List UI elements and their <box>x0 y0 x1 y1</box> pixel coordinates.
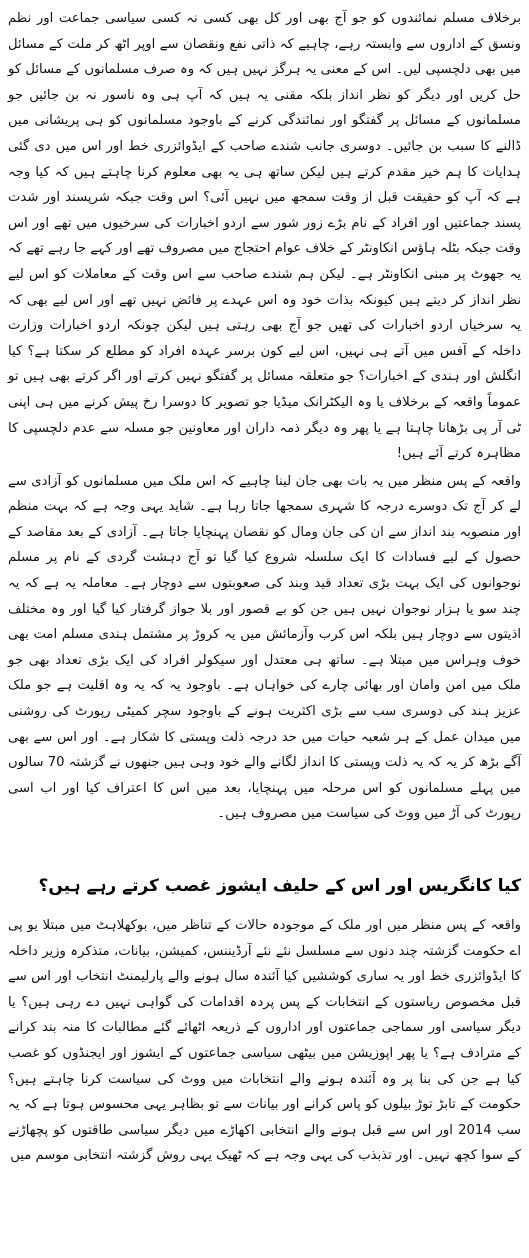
section-paragraph-1: واقعہ کے پس منظر میں اور ملک کے موجودہ حالات کے تناظر میں، بوکھلاہٹ میں مبتلا یو پی اے حکومت گزشتہ چند دنوں سے مسلسل نئے نئے آرڈیننس، کمیشن، بیانات، متذکرہ وزیر داخلہ کا ایڈوائزری خط اور یہ ساری کوششیں کیا آئندہ سال ہونے والے پارلیمنٹ انتخاب اور اس سے قبل مخصوص ریاستوں کے انتخابات کے پس پردہ اقدامات کی گواہی نہیں دے رہی ہیں؟ یا دیگر سیاسی اور سماجی جماعتوں اور اداروں کے ذریعہ اٹھائے گئے مطالبات کا منہ بند کرانے کے مترادف ہے؟ یا پھر اپوزیشن میں بیٹھی سیاسی جماعتوں کے ایشوز اور ایجنڈوں کو غصب کیا ہے جن کی بنا پر وہ آئندہ ہونے والے انتخابات میں ووٹ کی سیاست کرنا چاہتے ہیں؟ حکومت کے تابڑ توڑ بیلوں کو پاس کرانے اور بیانات سے تو بظاہر یہی محسوس ہوتا ہے کہ یہ سب 2014 اور اس سے قبل ہونے والے انتخابی اکھاڑے میں دیگر سیاسی طاقتوں کو پچھاڑنے کے سوا کچھ نہیں۔ اور تذبذب کی یہی وجہ ہے کہ ٹھیک یہی روش گزشتہ انتخابی موسم میں <box>8 918 521 1164</box>
article-paragraph-2: واقعہ کے پس منظر میں یہ بات بھی جان لینا چاہیے کہ اس ملک میں مسلمانوں کو آزادی سے لے کر آج تک دوسرے درجہ کا شہری سمجھا جاتا رہا ہے۔ شاید یہی وجہ ہے کہ بہت منظم اور منصوبہ بند انداز سے ان کی جان ومال کو نقصان پہنچایا جاتا ہے۔ آزادی کے بعد مقاصد کے حصول کے لیے فسادات کا ایک سلسلہ شروع کیا گیا تو آج دہشت گردی کے نام پر مسلم نوجوانوں کی ایک بہت بڑی تعداد قید وبند کی صعوبتوں سے دوچار ہے۔ معاملہ یہ ہے کہ یہ چند سو یا ہزار نوجوان نہیں ہیں جن کو بے قصور اور بلا جواز گرفتار کیا گیا اور وہ مختلف اذیتوں سے دوچار ہیں بلکہ اس کرب وآزمائش میں یہ کروڑ پر مشتمل ہندی مسلم امت بھی خوف وہراس میں مبتلا ہے۔ ساتھ ہی معتدل اور سیکولر افراد کی ایک بڑی تعداد بھی جو ملک میں امن وامان اور بھائی چارے کی خواہاں ہے۔ باوجود یہ کہ یہ وہ اقلیت ہے جو ملک عزیز ہند کی دوسری سب سے بڑی اکثریت ہونے کے باوجود سچر کمیٹی رپورٹ کی روشنی میں میدان عمل کے ہر شعبہ حیات میں حد درجہ ذلت وپستی کا شکار ہے۔ اور اس سے بھی آگے بڑھ کر یہ کہ یہ ذلت وپستی کا انداز لگانے والے خود وہی ہیں جنھوں نے گزشتہ 70 سالوں میں پہلے مسلمانوں کو اس مرحلہ میں پہنچایا، بعد میں اس کا اعتراف کیا اور اب اسی رپورٹ کی آڑ میں ووٹ کی سیاست میں مصروف ہیں۔ <box>8 473 521 822</box>
section-heading: کیا کانگریس اور اس کے حلیف ایشوز غصب کرتے رہے ہیں؟ <box>38 876 521 896</box>
section-spacer <box>8 827 521 871</box>
article-paragraph-1: برخلاف مسلم نمائندوں کو جو آج بھی اور کل بھی کسی نہ کسی سیاسی جماعت اور نظم ونسق کے اداروں سے وابستہ رہے، چاہیے کہ ذاتی نفع ونقصان سے اوپر اٹھ کر ملت کے مسائل میں بھی دلچسپی لیں۔ اس کے معنی یہ ہرگز نہیں ہیں کہ وہ صرف مسلمانوں کے مسائل کو حل کریں اور دیگر کو نظر انداز بلکہ مقنی یہ ہیں کہ آپ ہی وہ ناسور نہ بن جائیں جو مسلمانوں کے مسائل پر گفتگو اور نمائندگی کرنے کے باوجود مسلمانوں کو ہی پریشانی میں ڈالنے کا سبب بن جائیں۔ دوسری جانب شندے صاحب کے ایڈوائزری خط اور اس میں دی گئی ہدایات کا ہم خیر مقدم کرتے ہیں لیکن ساتھ ہی یہ بھی معلوم کرنا چاہتے ہیں کہ کیا وجہ ہے کہ آپ کو حقیقت قبل از وقت سمجھ میں نہیں آئی؟ اس وقت جبکہ شرپسند اور شدت پسند جماعتیں اور افراد کے نام بڑے زور شور سے اردو اخبارات کی سرخیوں میں تھے اور اس وقت جبکہ بٹلہ ہاؤس انکاونٹر کے خلاف عوام احتجاج میں مصروف تھے اور کہے جا رہے تھے کہ یہ جھوٹ پر مبنی انکاونٹر ہے۔ لیکن ہم شندے صاحب سے اس وقت کے معاملات کو اس لیے نظر انداز کر دیتے ہیں کیونکہ بذات خود وہ اس عہدے پر فائض نہیں تھے اور اس لیے بھی کہ یہ سرخیاں اردو اخبارات کی تھیں جو آج بھی رہتی ہیں لیکن چونکہ اردو اخبارات وزارت داخلہ کے آفس میں آتے ہی نہیں، اس لیے کون برسر عہدہ افراد کو مطلع کر سکتا ہے؟ کیا انگلش اور ہندی کے اخبارات؟ جو متعلقہ مسائل پر گفتگو نہیں کرتے اور اگر کرتے بھی ہیں تو عموماً واقعہ کے برخلاف یا وہ الیکٹرانک میڈیا جو تصویر کا دوسرا رخ پیش کرنے میں ہی اپنی ٹی آر پی بڑھانا چاہتا ہے یا پھر وہ دیگر ذمہ داران اور معاونین جو مسلہ سے عدم دلچسپی کا مظاہرہ کرتے آئے ہیں! <box>8 11 521 462</box>
